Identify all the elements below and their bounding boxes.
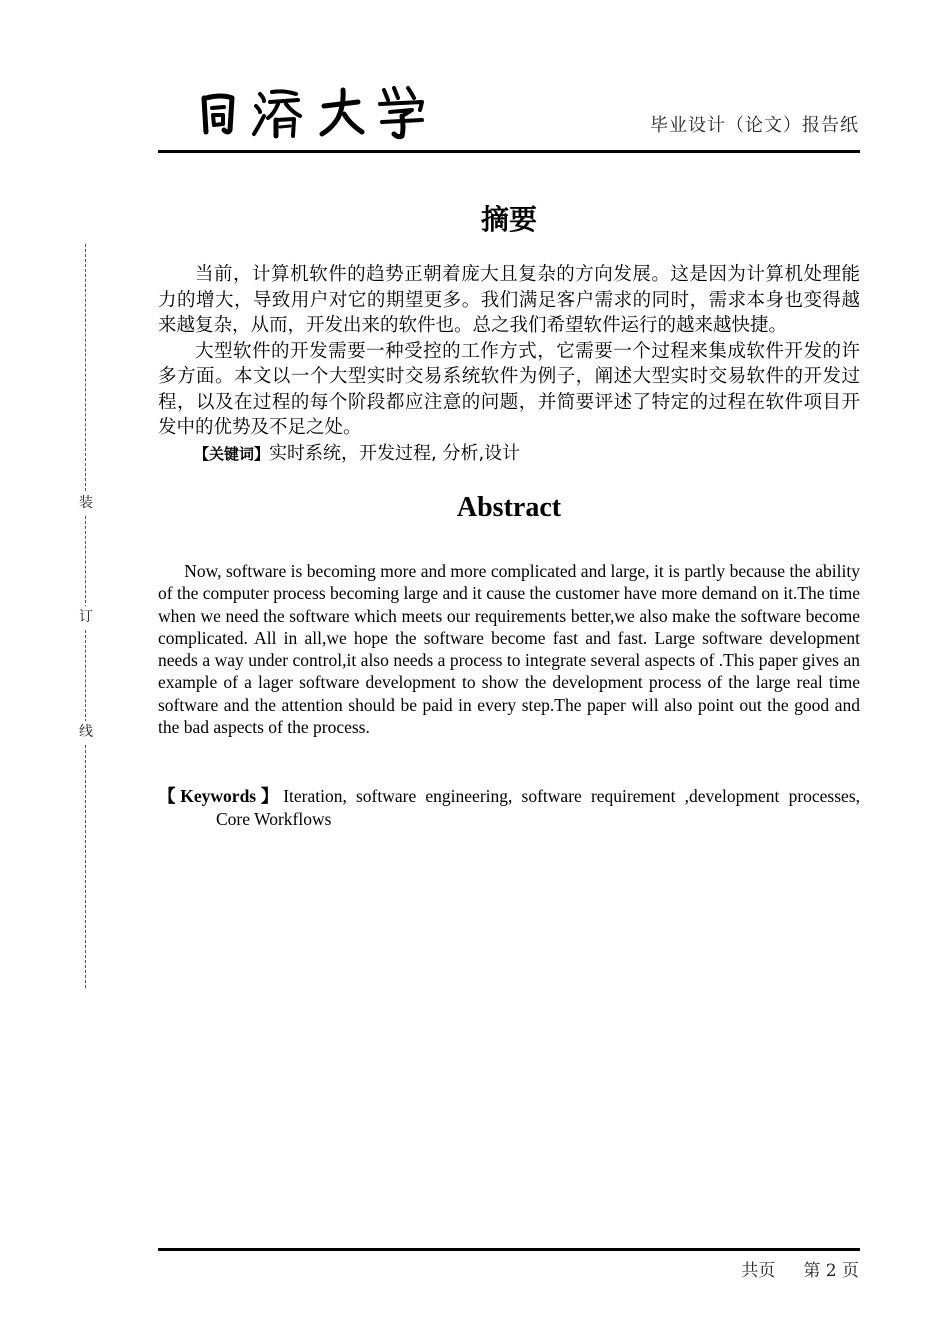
english-abstract-body xyxy=(158,560,860,738)
chinese-paragraph-1: 当前，计算机软件的趋势正朝着庞大且复杂的方向发展。这是因为计算机处理能力的增大，导致用户对它的期望更多。我们满足客户需求的同时，需求本身也变得越来越复杂，从而，开发出来的软件也。总之我们希望软件运行的越来越快捷。 xyxy=(158,264,860,336)
english-keywords-line xyxy=(158,785,860,831)
english-paragraph: Now, software is becoming more and more complicated and large, it is partly because the ability of the computer process becoming large and it cause the customer have more demand on it.The time when we need the software which meets our requirements better,we also make the software become complicated. All in all,we hope the software become fast and fast. Large software development needs a way under control,it also needs a process to integrate several aspects of .This paper gives an example of a lager software development to show the development process of the large real time software and the attention should be paid in every step.The paper will also point out the good and the bad aspects of the process. xyxy=(158,561,860,738)
chinese-paragraph-2: 大型软件的开发需要一种受控的工作方式，它需要一个过程来集成软件开发的许多方面。本文以一个大型实时交易系统软件为例子，阐述大型实时交易软件的开发过程，以及在过程的每个阶段都应注意的问题，并简要评述了特定的过程在软件项目开发中的优势及不足之处。 xyxy=(158,340,860,438)
chinese-keywords-label: 【关键词】 xyxy=(194,444,270,463)
chinese-abstract-body xyxy=(158,262,860,467)
page-footer xyxy=(741,1256,859,1281)
university-logo xyxy=(198,84,428,142)
page-number: 第 2 页 xyxy=(803,1261,859,1281)
binding-char-ding: 订 xyxy=(77,606,95,626)
binding-char-zhuang: 装 xyxy=(77,492,95,512)
chinese-abstract-title: 摘要 xyxy=(480,203,537,236)
binding-line-bottom xyxy=(85,745,86,988)
header-subtitle: 毕业设计（论文）报告纸 xyxy=(650,115,859,136)
english-keywords-label: 【Keywords】 xyxy=(158,786,284,806)
chinese-keywords-line xyxy=(158,441,860,468)
binding-char-xian: 线 xyxy=(77,721,95,741)
binding-line-top xyxy=(85,244,86,496)
footer-rule xyxy=(158,1248,860,1251)
english-keywords-part-1: Iteration, software engineering, software requirement ,development processes, xyxy=(283,786,861,806)
english-keywords-part-2: Core Workflows xyxy=(216,809,332,829)
english-abstract-title: Abstract xyxy=(456,492,562,523)
binding-line-mid-1 xyxy=(85,516,86,608)
total-pages: 共页 xyxy=(741,1261,776,1281)
binding-line-mid-2 xyxy=(85,630,86,722)
chinese-keywords: 实时系统，开发过程, 分析,设计 xyxy=(269,442,521,464)
header-rule xyxy=(158,150,860,153)
